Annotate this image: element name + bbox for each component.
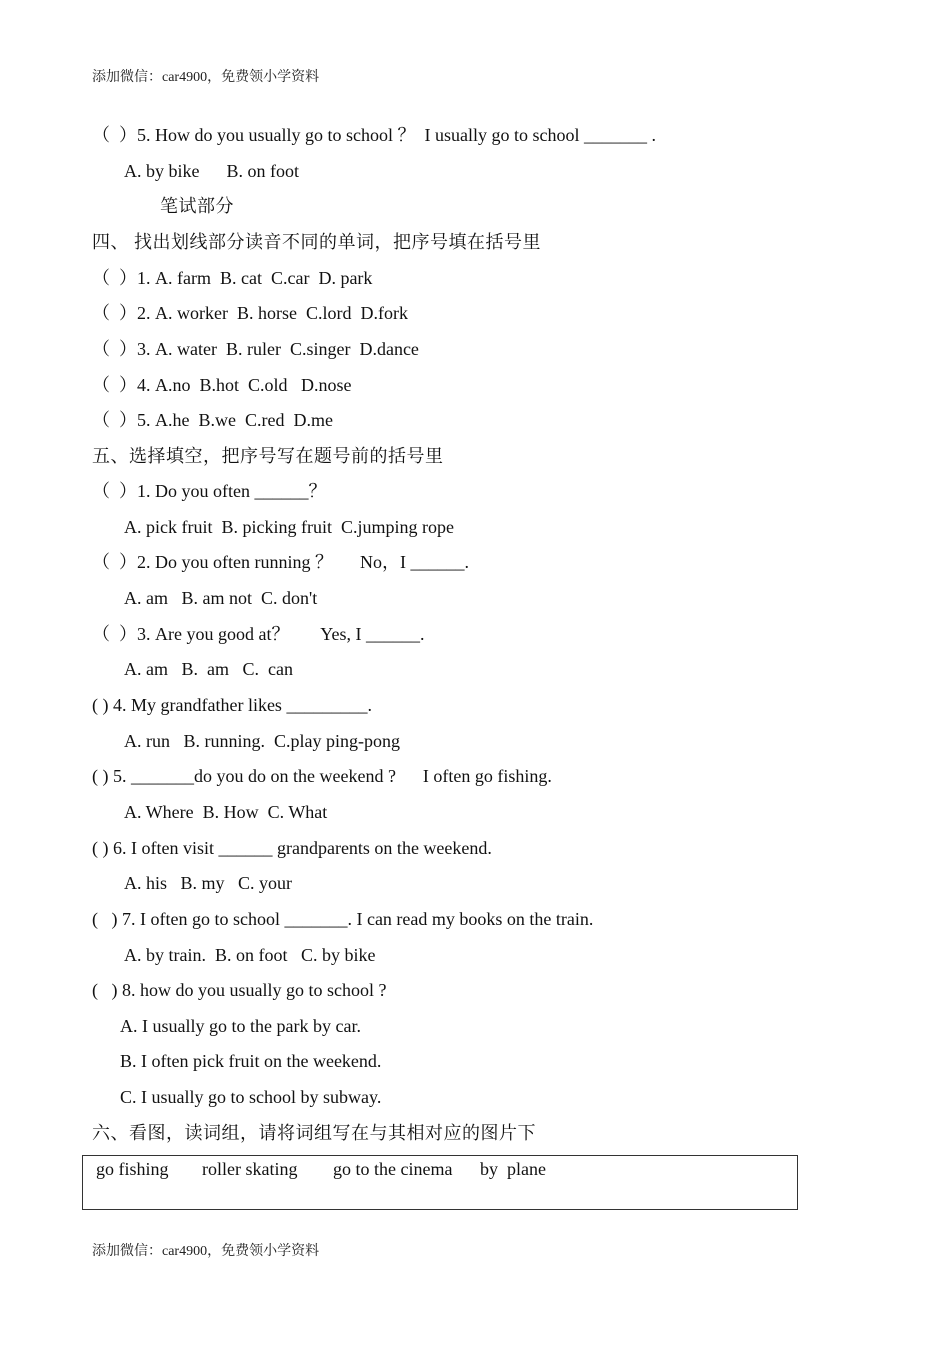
page-footer-note: 添加微信：car4900，免费领小学资料 xyxy=(92,1244,320,1259)
section-4-item: （ ）3. A. water B. ruler C.singer D.dance xyxy=(92,339,419,359)
section-5-options: A. by train. B. on foot C. by bike xyxy=(124,945,376,965)
word-bank-phrase: go fishing xyxy=(96,1159,169,1179)
section-5-option-line: B. I often pick fruit on the weekend. xyxy=(120,1051,382,1071)
section-5-question: ( ) 8. how do you usually go to school ? xyxy=(92,980,387,1000)
word-bank-phrase: by plane xyxy=(480,1159,546,1179)
section-5-question: ( ) 4. My grandfather likes _________. xyxy=(92,695,372,715)
listening-question-5: （ ）5. How do you usually go to school ？ I usually go to school _______ . xyxy=(92,125,656,145)
section-5-options: A. am B. am C. can xyxy=(124,659,293,679)
section-5-option-line: C. I usually go to school by subway. xyxy=(120,1087,382,1107)
section-5-options: A. his B. my C. your xyxy=(124,873,293,893)
listening-question-5-options: A. by bike B. on foot xyxy=(124,161,299,181)
section-5-question: （ ）1. Do you often ______？ xyxy=(92,481,327,501)
section-4-title: 四、 找出划线部分读音不同的单词，把序号填在括号里 xyxy=(92,232,541,252)
section-5-options: A. am B. am not C. don't xyxy=(124,588,318,608)
section-5-options: A. pick fruit B. picking fruit C.jumping rope xyxy=(124,517,454,537)
section-5-option-line: A. I usually go to the park by car. xyxy=(120,1016,361,1036)
word-bank-phrase: roller skating xyxy=(202,1159,298,1179)
word-bank-phrase: go to the cinema xyxy=(333,1159,453,1179)
section-6-title: 六、看图，读词组，请将词组写在与其相对应的图片下 xyxy=(92,1123,536,1143)
written-part-heading: 笔试部分 xyxy=(160,196,234,216)
section-5-options: A. Where B. How C. What xyxy=(124,802,328,822)
section-4-item: （ ）5. A.he B.we C.red D.me xyxy=(92,410,333,430)
section-4-item: （ ）4. A.no B.hot C.old D.nose xyxy=(92,375,352,395)
section-5-question: ( ) 5. _______do you do on the weekend ? I often go fishing. xyxy=(92,766,552,786)
word-bank-box xyxy=(82,1155,798,1210)
page-header-note: 添加微信：car4900，免费领小学资料 xyxy=(92,70,320,85)
section-4-item: （ ）2. A. worker B. horse C.lord D.fork xyxy=(92,303,408,323)
section-5-title: 五、选择填空，把序号写在题号前的括号里 xyxy=(92,446,444,466)
section-5-question: （ ）3. Are you good at？ Yes, I ______. xyxy=(92,624,425,644)
section-4-item: （ ）1. A. farm B. cat C.car D. park xyxy=(92,268,373,288)
section-5-question: ( ) 6. I often visit ______ grandparents on the weekend. xyxy=(92,838,492,858)
section-5-question: （ ）2. Do you often running ？ No，I ______. xyxy=(92,552,469,572)
section-5-options: A. run B. running. C.play ping-pong xyxy=(124,731,400,751)
section-5-question: ( ) 7. I often go to school _______. I can read my books on the train. xyxy=(92,909,594,929)
